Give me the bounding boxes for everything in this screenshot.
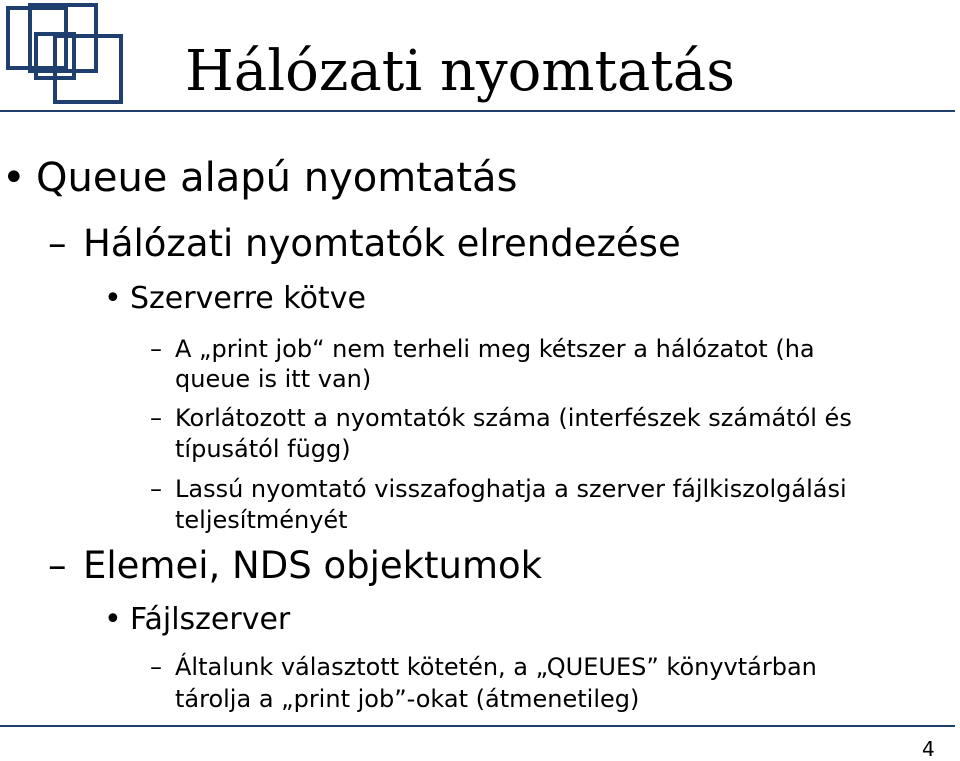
page-number: 4 bbox=[922, 737, 935, 761]
title-divider bbox=[0, 110, 955, 112]
logo-squares-icon bbox=[0, 0, 130, 115]
bullet-marker: • bbox=[104, 281, 122, 316]
list-item: Általunk választott kötetén, a „QUEUES” könyvtárban bbox=[175, 653, 817, 681]
bullet-marker: • bbox=[2, 155, 26, 201]
section2-title: Elemei, NDS objektumok bbox=[83, 544, 543, 587]
list-item: Korlátozott a nyomtatók száma (interfészek számától és bbox=[175, 404, 852, 432]
list-item: A „print job“ nem terheli meg kétszer a hálózatot (ha bbox=[175, 335, 815, 363]
list-item-continuation: tárolja a „print job”-okat (átmenetileg) bbox=[175, 685, 640, 713]
dash-marker: – bbox=[150, 404, 162, 432]
list-item: Lassú nyomtató visszafoghatja a szerver fájlkiszolgálási bbox=[175, 475, 847, 503]
dash-marker: – bbox=[150, 653, 162, 681]
section2-item: Fájlszerver bbox=[130, 602, 291, 637]
heading-queue-printing: Queue alapú nyomtatás bbox=[36, 155, 518, 201]
list-item-continuation: teljesítményét bbox=[175, 506, 348, 534]
section1-title: Hálózati nyomtatók elrendezése bbox=[83, 222, 681, 265]
dash-marker: – bbox=[150, 335, 162, 363]
list-item-continuation: típusától függ) bbox=[175, 435, 351, 463]
bullet-marker: • bbox=[104, 602, 122, 637]
footer-divider bbox=[0, 725, 955, 727]
page-title: Hálózati nyomtatás bbox=[185, 39, 735, 104]
dash-marker: – bbox=[48, 222, 67, 265]
list-item-continuation: queue is itt van) bbox=[175, 365, 372, 393]
section1-item: Szerverre kötve bbox=[130, 281, 366, 316]
dash-marker: – bbox=[48, 544, 67, 587]
dash-marker: – bbox=[150, 475, 162, 503]
